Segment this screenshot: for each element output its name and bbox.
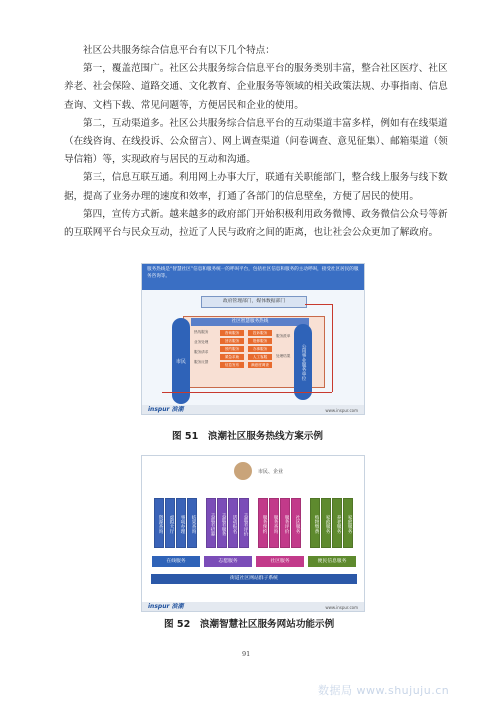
- fig52-service-bar: 志愿服务: [204, 556, 252, 567]
- paragraph-3: 第三，信息互联互通。利用网上办事大厅，联通有关职能部门，整合线上服务与线下数据，提高了业务办理的速度和效率，打通了各部门的信息壁垒，方便了居民的使用。: [64, 172, 448, 202]
- fig52-service-bar: 社区服务: [256, 556, 304, 567]
- fig52-service-column: 社区服务: [291, 498, 301, 548]
- fig51-label: 服务请求: [194, 350, 209, 354]
- paragraph-2: 第二，互动渠道多。社区公共服务综合信息平台的互动渠道丰富多样，例如有在线渠道（在线咨询、在线投诉、公众留言）、网上调查渠道（问卷调查、意见征集）、邮箱渠道（领导信箱）等，实现政府与居民的互动和沟通。: [64, 117, 448, 166]
- fig51-flow-line: [305, 304, 333, 305]
- fig51-cell: 办事服务: [248, 346, 272, 352]
- fig52-service-bar: 便民信息服务: [308, 556, 356, 567]
- fig52-service-column: 志愿者招募: [206, 498, 216, 548]
- fig52-site: www.inspur.com: [325, 605, 358, 610]
- fig52-service-column: 家庭服务: [343, 498, 353, 548]
- fig52-service-column: 养老服务: [332, 498, 342, 548]
- fig51-flow-line: [332, 304, 333, 392]
- fig51-citizen: 市民: [172, 318, 190, 404]
- figure-51-hotline-diagram: [141, 263, 365, 415]
- fig52-service-column: 虚拟大厅: [165, 498, 175, 548]
- paragraph-4: 第四，宣传方式新。越来越多的政府部门开始积极利用政务微博、政务微信公众号等新的互联网平台与民众互动，拉近了人民与政府之间的距离，也让社会公众更加了解政府。: [64, 208, 448, 239]
- figure-51-caption: 图 51 浪潮社区服务热线方案示例: [172, 431, 324, 442]
- fig51-cell: 投诉服务: [248, 330, 272, 336]
- paragraph-1: 第一，覆盖范围广。社区公共服务综合信息平台的服务类别丰富，整合社区医疗、社区养老、社会保险、道路交通、文化教育、企业服务等领域的相关政策法规、办事指南、信息查询、文档下载、常见问题等，方便居民和企业的使用。: [64, 63, 448, 111]
- fig51-cell: 咨询服务: [220, 330, 244, 336]
- fig51-label: 处理结果: [276, 354, 291, 358]
- fig51-label: 服务派单: [276, 334, 291, 338]
- fig51-cell: 信息发布: [220, 362, 244, 368]
- page-number: 91: [242, 650, 251, 658]
- fig52-service-column: 事项办理: [176, 498, 186, 548]
- fig52-service-column: 活动报名: [228, 498, 238, 548]
- fig51-label: 热线服务: [194, 330, 209, 334]
- fig51-platform-title: 社区智慧服务热线: [191, 318, 309, 326]
- fig52-service-column: 志愿者服务: [217, 498, 227, 548]
- fig52-service-column: 志愿者评价: [239, 498, 249, 548]
- fig51-flow-line: [162, 392, 332, 393]
- fig51-label: 业务处理: [194, 340, 209, 344]
- inspur-logo: inspur 浪潮: [148, 406, 184, 413]
- watermark: 数据局 www.shujuju.cn: [318, 684, 450, 697]
- fig52-top-label: 市民、企业: [258, 469, 284, 475]
- fig52-service-column: 购物缴费: [310, 498, 320, 548]
- fig51-cell: 预约服务: [220, 346, 244, 352]
- fig52-service-column: 资源查询: [154, 498, 164, 548]
- figure-52-website-diagram: [141, 455, 365, 612]
- paragraph-intro: 社区公共服务综合信息平台有以下几个特点：: [83, 45, 275, 56]
- fig51-public-utility: 公用事业服务单位: [294, 324, 312, 400]
- figure-52-caption: 图 52 浪潮智慧社区服务网站功能示例: [164, 619, 335, 630]
- body-text: [64, 42, 448, 242]
- fig52-service-column: 服务查询: [269, 498, 279, 548]
- fig52-service-column: 家政服务: [321, 498, 331, 548]
- fig52-service-column: 服务预约: [258, 498, 268, 548]
- inspur-logo: inspur 浪潮: [148, 603, 184, 610]
- fig51-cell: 人工客服: [248, 354, 272, 360]
- fig51-gov-dept: 政府管理部门，媒体数据部门: [201, 296, 307, 308]
- fig51-banner: 服务热线是“智慧社区”信息和服务统一的呼叫平台，包括社区信息和服务的主动呼叫，接受社区居民的服务咨询等。: [142, 264, 364, 290]
- fig52-base-system: 街道社区网站群子系统: [151, 574, 357, 584]
- fig51-label: 服务反馈: [194, 360, 209, 364]
- fig51-cell: 回访服务: [220, 338, 244, 344]
- fig51-site: www.inspur.com: [325, 408, 358, 413]
- fig52-service-column: 结果查询: [187, 498, 197, 548]
- fig52-service-bar: 在线服务: [152, 556, 200, 567]
- fig52-service-column: 服务评价: [280, 498, 290, 548]
- fig51-cell: 报修服务: [248, 338, 272, 344]
- fig51-cell: 紧急求助: [220, 354, 244, 360]
- citizen-avatar-icon: [234, 462, 252, 480]
- fig51-cell: 满意度调查: [248, 362, 272, 368]
